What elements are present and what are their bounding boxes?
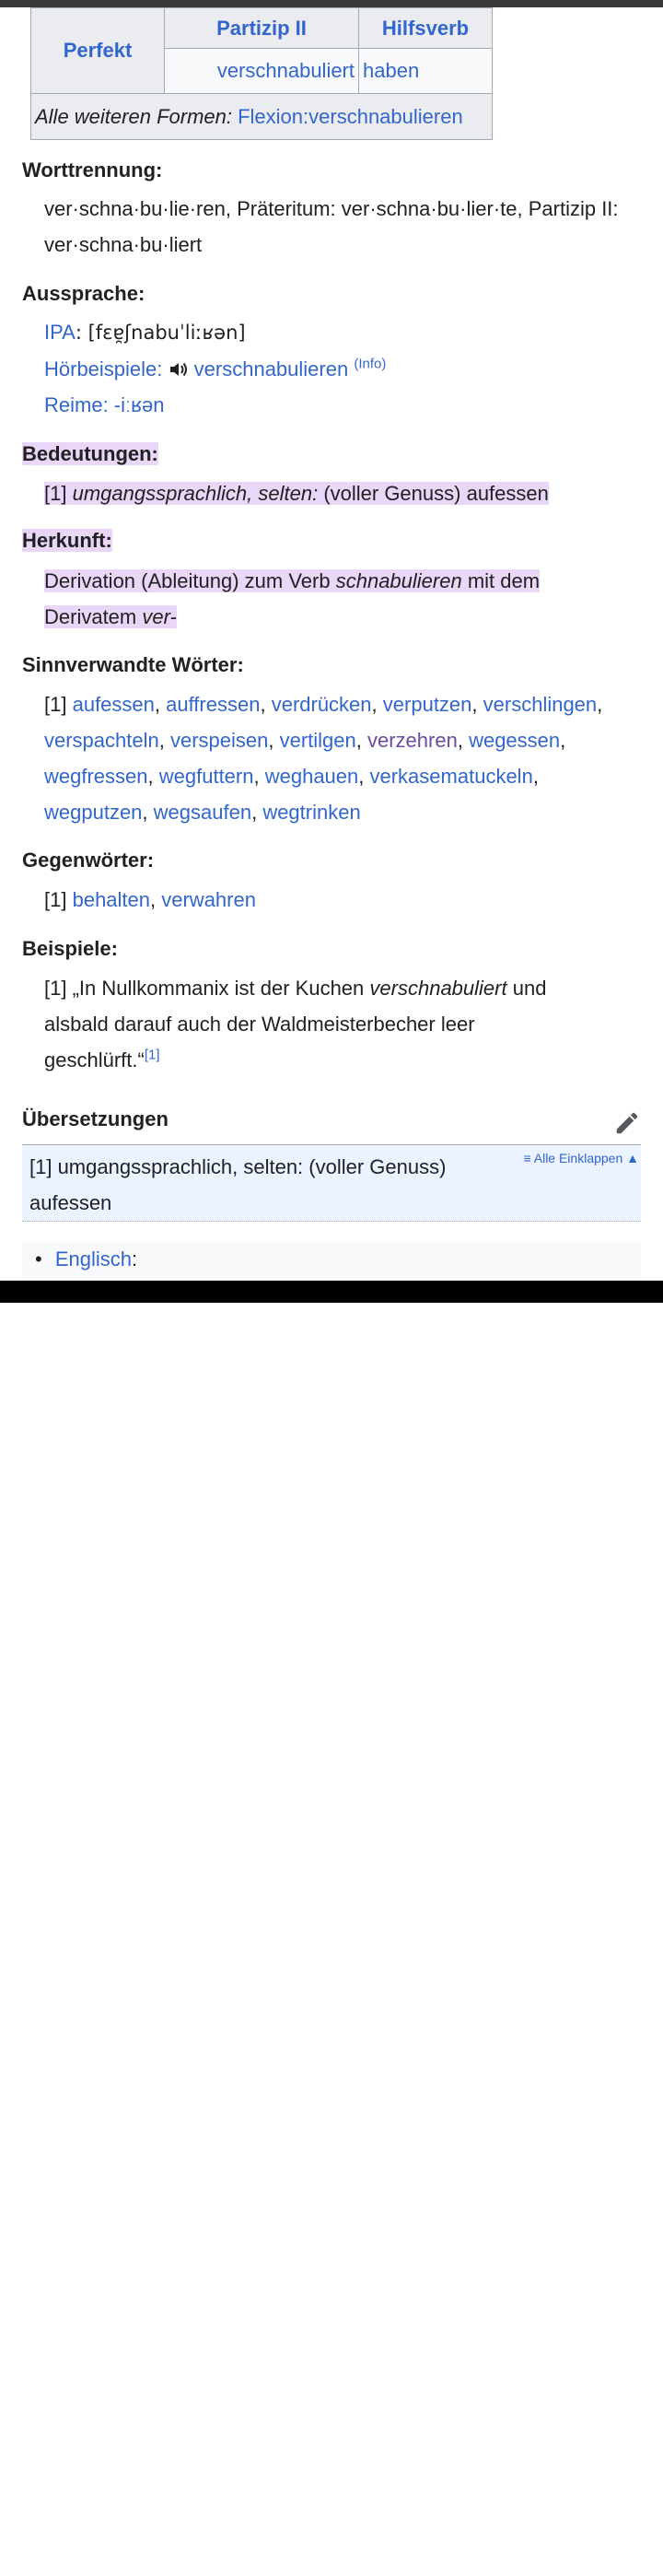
- home-indicator[interactable]: [282, 2572, 381, 2576]
- word-link[interactable]: wegtrinken: [262, 801, 361, 824]
- reime-link[interactable]: Reime: -iːʁən: [44, 393, 165, 416]
- list-item: [35, 1247, 137, 1271]
- partizip-link[interactable]: verschnabuliert: [216, 59, 355, 82]
- bedeutungen-label: Bedeutungen:: [22, 442, 158, 465]
- gegenwoerter-list: [1] behalten, verwahren: [44, 888, 256, 911]
- aussprache-block: [44, 314, 643, 423]
- flexion-link[interactable]: Flexion:verschnabulieren: [238, 104, 463, 128]
- gegenwoerter-heading: Gegenwörter:: [22, 849, 155, 872]
- beispiel-num: [1]: [44, 977, 67, 1000]
- worttrennung-heading: Worttrennung:: [22, 158, 163, 181]
- hilfsverb-value[interactable]: [359, 49, 493, 94]
- word-link[interactable]: wegessen: [469, 729, 561, 752]
- bullet-icon: •: [35, 1247, 42, 1270]
- word-link[interactable]: auffressen: [166, 693, 261, 716]
- herkunft-text: [44, 563, 643, 635]
- word-link-visited[interactable]: verzehren: [367, 729, 458, 752]
- worttrennung-line2: ver·schna·bu·liert: [44, 233, 203, 256]
- herkunft-part2: mit dem: [467, 569, 541, 592]
- beispiel-part2: und: [512, 977, 547, 1000]
- bedeutungen-heading: [22, 442, 158, 466]
- bedeutung-1: [44, 482, 549, 505]
- language-colon: :: [131, 1247, 138, 1270]
- beispiele-heading: Beispiele:: [22, 937, 118, 960]
- bedeutung-num: [1]: [44, 482, 67, 505]
- antonym-link[interactable]: verwahren: [161, 888, 256, 911]
- bedeutung-text: (voller Genuss) aufessen: [323, 482, 549, 505]
- uebersetzungen-heading: Übersetzungen: [22, 1107, 169, 1130]
- hoerbeispiele-line: [44, 351, 643, 387]
- flexion-table: [30, 7, 493, 140]
- beispiel-line2: alsbald darauf auch der Waldmeisterbecher leer: [44, 1013, 475, 1036]
- status-bar-edge: [0, 0, 663, 7]
- herkunft-italic2: ver-: [142, 605, 177, 628]
- word-link[interactable]: wegfuttern: [158, 765, 254, 788]
- herkunft-heading: [22, 529, 112, 553]
- herkunft-part3: Derivatem: [44, 605, 137, 628]
- word-link[interactable]: aufessen: [72, 693, 155, 716]
- word-link[interactable]: verdrücken: [271, 693, 372, 716]
- info-link[interactable]: (Info): [354, 356, 387, 372]
- beispiel-line3: geschlürft.“: [44, 1048, 145, 1071]
- word-link[interactable]: wegsaufen: [153, 801, 252, 824]
- bedeutungen-text: [44, 475, 643, 511]
- herkunft-italic1: schnabulieren: [335, 569, 462, 592]
- herkunft-line2: [44, 605, 177, 628]
- weitere-formen-label: Alle weiteren Formen:: [35, 104, 232, 128]
- partizip-header[interactable]: Partizip II: [165, 8, 359, 49]
- ipa-value: : [fɛɐ̯ʃnabuˈliːʁən]: [75, 322, 246, 344]
- word-link[interactable]: wegputzen: [44, 801, 143, 824]
- gegenwoerter-num: [1]: [44, 888, 67, 911]
- herkunft-label: Herkunft:: [22, 529, 112, 552]
- audio-link[interactable]: verschnabulieren: [193, 357, 349, 381]
- navframe-title: [1] umgangssprachlich, selten: (voller Genuss) aufessen: [29, 1155, 447, 1214]
- perfekt-header[interactable]: Perfekt: [31, 8, 165, 94]
- partizip-value[interactable]: [165, 49, 359, 94]
- ipa-link[interactable]: IPA: [44, 321, 76, 344]
- collapse-all-button[interactable]: ≡ Alle Einklappen ▲: [523, 1151, 639, 1165]
- word-link[interactable]: vertilgen: [279, 729, 356, 752]
- word-link[interactable]: verspeisen: [169, 729, 269, 752]
- speaker-icon[interactable]: [169, 360, 189, 379]
- sinnverwandt-heading: Sinnverwandte Wörter:: [22, 653, 244, 676]
- reime-line: [44, 387, 643, 423]
- herkunft-part1: Derivation (Ableitung) zum Verb: [44, 569, 331, 592]
- weitere-formen-row: [31, 94, 493, 140]
- antonym-link[interactable]: behalten: [72, 888, 151, 911]
- word-link[interactable]: verspachteln: [44, 729, 159, 752]
- herkunft-line1: [44, 569, 540, 592]
- ipa-line: [44, 314, 643, 351]
- word-link[interactable]: wegfressen: [44, 765, 148, 788]
- hilfsverb-header[interactable]: Hilfsverb: [359, 8, 493, 49]
- worttrennung-text: [44, 191, 643, 263]
- reference-link[interactable]: [1]: [144, 1047, 160, 1063]
- word-link[interactable]: verkasematuckeln: [369, 765, 533, 788]
- word-link[interactable]: weghauen: [264, 765, 359, 788]
- pencil-icon[interactable]: [613, 1109, 641, 1137]
- translation-navframe[interactable]: [22, 1144, 641, 1222]
- navigation-bar: [0, 1281, 663, 1303]
- hilfsverb-link[interactable]: haben: [363, 59, 420, 82]
- word-link[interactable]: verschlingen: [483, 693, 598, 716]
- worttrennung-line1: ver·schna·bu·lie·ren, Präteritum: ver·schna·bu·lier·te, Partizip II:: [44, 197, 619, 220]
- bedeutung-italic: umgangssprachlich, selten:: [72, 482, 319, 505]
- language-link-englisch[interactable]: Englisch: [54, 1247, 132, 1270]
- word-link[interactable]: verputzen: [382, 693, 472, 716]
- sinnverwandt-num: [1]: [44, 693, 67, 716]
- sinnverwandt-list: [1] aufessen, auffressen, verdrücken, verputzen, verschlingen, verspachteln, verspeisen, vertilgen, verzehren, wegessen, wegfressen, wegfuttern, weghauen, verkasematuckeln, wegputzen, wegsaufen, wegtrinken: [44, 693, 603, 824]
- beispiel-text: [44, 970, 643, 1078]
- hoerbeispiele-link[interactable]: Hörbeispiele:: [44, 357, 163, 381]
- aussprache-heading: Aussprache:: [22, 282, 145, 305]
- beispiel-italic: verschnabuliert: [369, 977, 507, 1000]
- beispiel-part1: „In Nullkommanix ist der Kuchen: [72, 977, 365, 1000]
